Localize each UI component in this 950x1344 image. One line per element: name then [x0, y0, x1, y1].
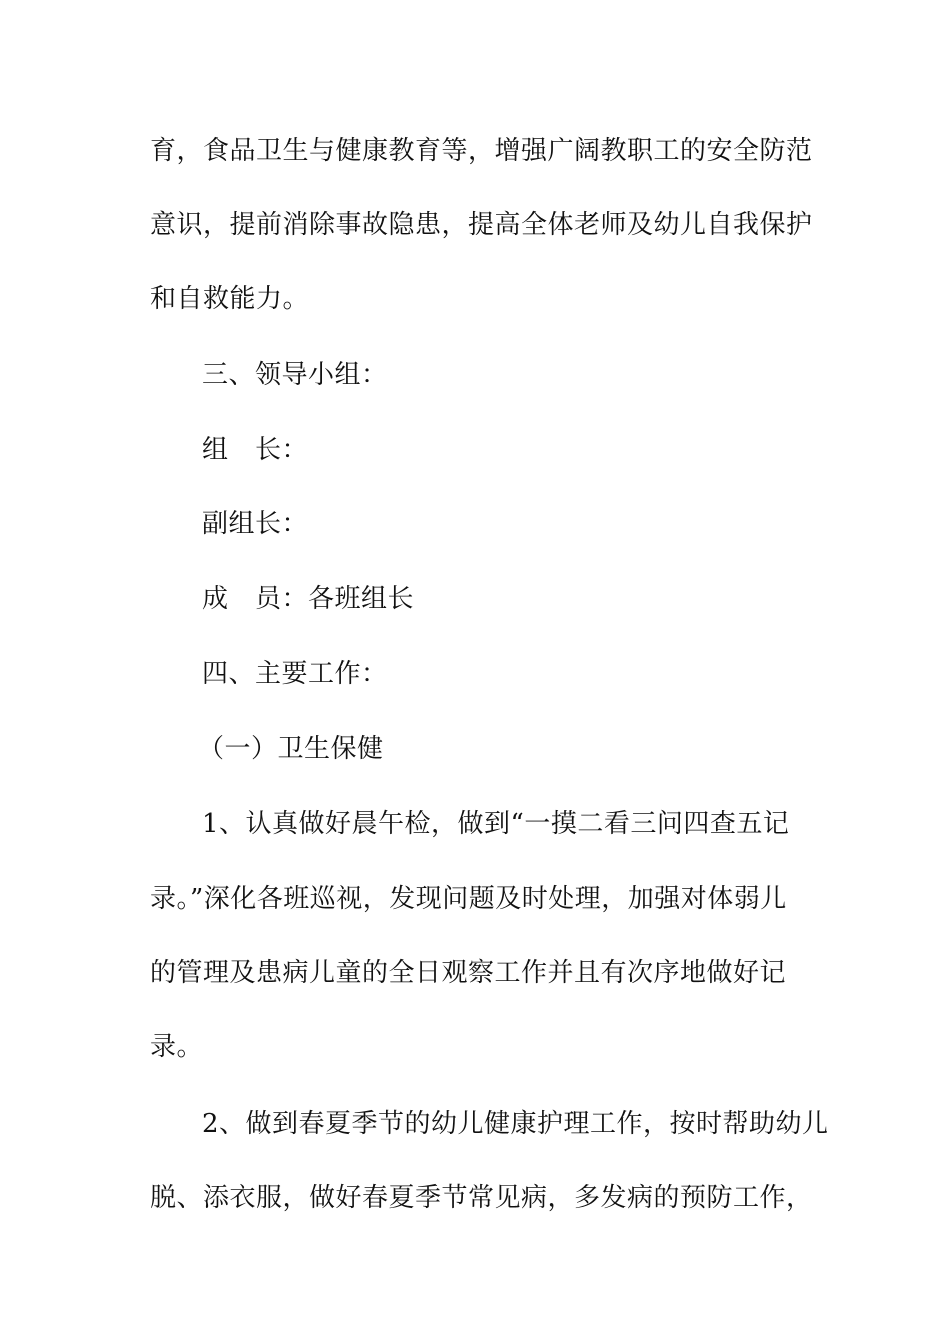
item-1-line-1: 1、认真做好晨午检，做到“一摸二看三问四查五记 — [202, 809, 790, 839]
item-1-line-4: 录。 — [150, 1032, 204, 1062]
paragraph-continuation-line-3: 和自救能力。 — [150, 284, 310, 314]
section-heading-leadership-group: 三、领导小组： — [202, 360, 388, 390]
paragraph-continuation-line-2: 意识，提前消除事故隐患，提高全体老师及幼儿自我保护 — [150, 210, 813, 240]
subsection-heading-health-care: （一）卫生保健 — [198, 734, 384, 764]
item-2-line-1: 2、做到春夏季节的幼儿健康护理工作，按时帮助幼儿 — [202, 1109, 829, 1139]
item-2-line-2: 脱、添衣服，做好春夏季节常见病，多发病的预防工作， — [150, 1183, 813, 1213]
item-1-line-2: 录。”深化各班巡视，发现问题及时处理，加强对体弱儿 — [150, 884, 787, 914]
members-line: 成 员：各班组长 — [202, 584, 415, 614]
deputy-leader-line: 副组长： — [202, 509, 309, 539]
section-heading-main-work: 四、主要工作： — [202, 659, 388, 689]
item-1-line-3: 的管理及患病儿童的全日观察工作并且有次序地做好记 — [150, 958, 787, 988]
group-leader-line: 组 长： — [202, 435, 309, 465]
paragraph-continuation-line-1: 育，食品卫生与健康教育等，增强广阔教职工的安全防范 — [150, 136, 813, 166]
